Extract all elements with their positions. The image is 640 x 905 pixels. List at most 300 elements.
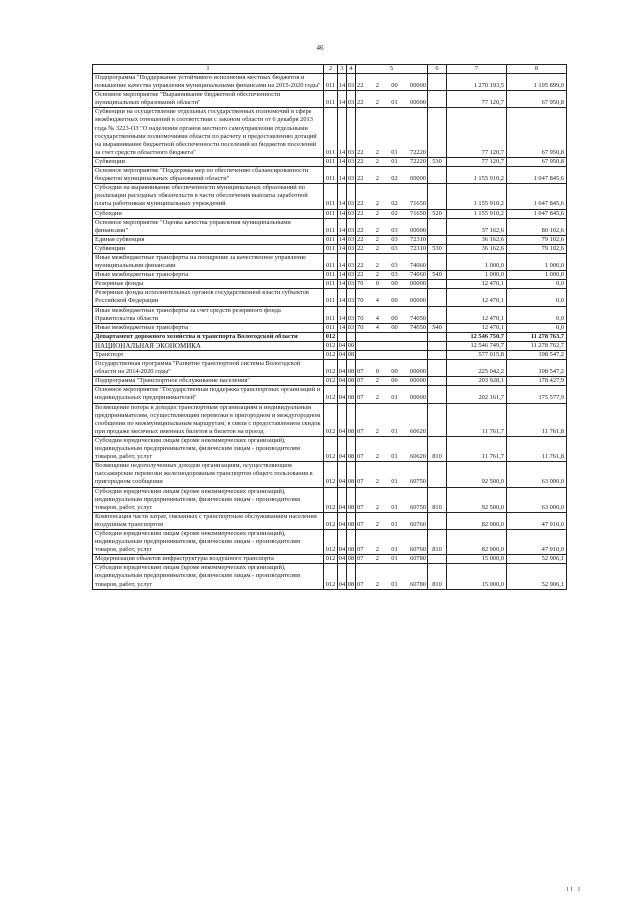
target-article-part: 07	[357, 555, 364, 563]
row-subsection: 08	[347, 564, 356, 589]
row-grbs: 011	[324, 184, 338, 209]
row-section: 04	[338, 512, 347, 529]
target-article-part: 2	[375, 148, 379, 156]
target-article-part: 01	[391, 546, 398, 554]
row-section: 14	[338, 108, 347, 158]
column-header: 4	[347, 65, 356, 74]
table-row	[93, 564, 567, 589]
row-amount-year1: 225 042,2	[447, 360, 507, 377]
target-article-part: 70	[357, 297, 364, 305]
row-target-article	[356, 351, 428, 360]
target-article-part: 22	[357, 82, 364, 90]
row-target-article	[356, 332, 428, 341]
row-amount-year2: 67 950,8	[507, 157, 567, 166]
row-grbs: 011	[324, 306, 338, 323]
target-article-part: 00000	[410, 280, 426, 288]
table-row	[93, 332, 567, 341]
row-amount-year2: 11 761,8	[507, 436, 567, 461]
row-name: Государственная программа "Развитие транспортной системы Вологодской области на 2014-2020 годы"	[93, 360, 324, 377]
row-amount-year2: 11 278 762,7	[507, 341, 567, 350]
row-amount-year2: 67 950,8	[507, 91, 567, 108]
target-article-part: 70	[357, 280, 364, 288]
row-amount-year1: 577 015,8	[447, 351, 507, 360]
row-section: 14	[338, 167, 347, 184]
target-article-part: 60620	[410, 427, 426, 435]
row-name: Основное мероприятие "Оценка качества управления муниципальными финансами"	[93, 218, 324, 235]
row-section: 04	[338, 386, 347, 403]
row-subsection: 03	[347, 289, 356, 306]
row-amount-year2: 79 102,6	[507, 235, 567, 244]
target-article-part: 07	[357, 377, 364, 385]
target-article-part: 07	[357, 520, 364, 528]
target-article-part: 22	[357, 226, 364, 234]
target-article-code	[357, 227, 426, 235]
target-article-part: 01	[391, 555, 398, 563]
row-amount-year1: 12 546 749,7	[447, 341, 507, 350]
row-name: Иные межбюджетные трансферты	[93, 323, 324, 332]
row-target-article	[356, 280, 428, 289]
row-amount-year2: 1 047 845,6	[507, 184, 567, 209]
table-row	[93, 323, 567, 332]
row-grbs: 012	[324, 564, 338, 589]
row-name: Возмещение потерь в доходах транспортным организациям и индивидуальным предпринимателям, осуществляющим перевозки в пригородном и междугородном сообщении по межмуниципальным маршрутам, в связи с предоставлением скидок при продаже месячных именных билетов и билетов на проезд	[93, 403, 324, 436]
row-target-article	[356, 512, 428, 529]
row-section: 04	[338, 377, 346, 385]
row-subsection: 08	[347, 377, 355, 385]
row-section: 14	[338, 218, 347, 235]
table-row	[93, 512, 567, 529]
target-article-part: 01	[391, 427, 398, 435]
row-subsection: 08	[347, 487, 356, 512]
row-name: Субсидии	[93, 209, 324, 218]
row-section: 04	[338, 360, 347, 377]
column-header: 7	[447, 65, 507, 74]
row-name: Субсидии юридическим лицам (кроме некоммерческих организаций), индивидуальным предпринимателям, физическим лицам - производителям товаров, работ, услуг	[93, 487, 324, 512]
row-name: Модернизация объектов инфраструктуры воздушного транспорта	[93, 555, 324, 564]
row-expense-type: 810	[428, 487, 447, 512]
target-article-part: 2	[375, 209, 379, 217]
target-article-part: 2	[375, 262, 379, 270]
row-expense-type	[428, 184, 447, 209]
target-article-part: 2	[375, 175, 379, 183]
row-amount-year2: 1 047 845,6	[507, 209, 567, 218]
table-row	[93, 306, 567, 323]
target-article-part: 00	[391, 377, 398, 385]
column-header: 6	[428, 65, 447, 74]
table-row	[93, 351, 567, 360]
row-section: 14	[338, 157, 346, 165]
row-amount-year1: 36 162,6	[447, 244, 507, 253]
target-article-part: 02	[391, 175, 398, 183]
row-amount-year1: 37 162,6	[447, 218, 507, 235]
row-subsection: 03	[347, 323, 355, 331]
target-article-part: 4	[375, 323, 379, 331]
row-section: 04	[338, 351, 346, 358]
row-amount-year2: 1 047 845,6	[507, 167, 567, 184]
target-article-part: 74060	[410, 271, 426, 279]
target-article-part: 07	[357, 453, 364, 461]
target-article-part: 71650	[410, 200, 426, 208]
row-subsection: 08	[347, 436, 356, 461]
row-section: 14	[338, 289, 347, 306]
row-expense-type	[428, 218, 447, 235]
target-article-part: 74050	[410, 323, 426, 331]
row-amount-year2: 1 195 899,0	[507, 74, 567, 91]
target-article-part: 00000	[410, 377, 426, 385]
row-target-article	[356, 209, 428, 218]
target-article-part: 22	[357, 175, 364, 183]
row-subsection: 00	[347, 341, 355, 349]
target-article-part: 22	[357, 235, 364, 243]
row-name: Основное мероприятие "Поддержка мер по обеспечению сбалансированности бюджетов муниципальных образований области"	[93, 167, 324, 184]
target-article-part: 60620	[410, 453, 426, 461]
row-target-article	[356, 157, 428, 166]
row-name: Субсидии на выравнивание обеспеченности муниципальных образований по реализации расходных обязательств в части обеспечения выплаты заработной платы работникам муниципальных учреждений	[93, 184, 324, 209]
row-grbs: 011	[324, 280, 338, 289]
column-header: 2	[324, 65, 338, 74]
row-expense-type	[428, 306, 447, 323]
row-subsection: 08	[347, 529, 356, 554]
target-article-part: 00000	[410, 226, 426, 234]
column-header: 5	[356, 65, 428, 74]
target-article-part: 0	[375, 368, 379, 376]
target-article-part: 22	[357, 244, 364, 252]
row-name: Подпрограмма "Транспортное обслуживание населения"	[93, 377, 324, 386]
target-article-part: 60750	[410, 503, 426, 511]
row-grbs: 012	[324, 436, 338, 461]
row-amount-year1: 12 470,1	[447, 280, 507, 289]
table-row	[93, 403, 567, 436]
row-name: Возмещение недополученных доходов организациям, осуществляющим пассажирские перевозки железнодорожным транспортом общего пользования в пригородном сообщении	[93, 462, 324, 487]
target-article-code	[357, 262, 426, 270]
row-grbs: 012	[324, 386, 338, 403]
target-article-part: 2	[375, 555, 379, 563]
target-article-part: 2	[375, 580, 379, 588]
row-grbs: 011	[324, 253, 338, 270]
target-article-code	[357, 324, 426, 332]
row-section: 14	[338, 271, 346, 279]
row-amount-year2: 0,0	[507, 323, 567, 332]
row-amount-year2: 1 000,0	[507, 253, 567, 270]
target-article-part: 0	[375, 280, 379, 288]
row-expense-type	[428, 377, 447, 386]
target-article-part: 74060	[410, 262, 426, 270]
table-row	[93, 487, 567, 512]
table-row	[93, 167, 567, 184]
row-target-article	[356, 184, 428, 209]
row-subsection: 03	[347, 218, 356, 235]
row-amount-year2: 198 547,2	[507, 351, 567, 360]
row-grbs: 012	[324, 360, 338, 377]
target-article-part: 01	[391, 520, 398, 528]
target-article-part: 00000	[410, 368, 426, 376]
row-amount-year1: 92 500,0	[447, 487, 507, 512]
row-section: 14	[338, 280, 346, 288]
target-article-part: 72220	[410, 157, 426, 165]
row-amount-year2: 67 950,8	[507, 108, 567, 158]
row-amount-year2: 63 000,0	[507, 487, 567, 512]
table-row	[93, 91, 567, 108]
target-article-part: 01	[391, 99, 398, 107]
row-amount-year2: 0,0	[507, 280, 567, 289]
target-article-part: 2	[375, 157, 379, 165]
target-article-code	[357, 175, 426, 183]
target-article-code	[357, 555, 426, 563]
target-article-part: 07	[357, 503, 364, 511]
row-target-article	[356, 403, 428, 436]
target-article-part: 02	[391, 209, 398, 217]
row-expense-type: 520	[428, 209, 447, 218]
row-target-article	[356, 564, 428, 589]
row-grbs: 012	[324, 351, 338, 360]
row-section: 14	[338, 323, 346, 331]
row-amount-year1: 12 470,1	[447, 289, 507, 306]
row-name: Единая субвенция	[93, 235, 324, 244]
target-article-part: 00000	[410, 175, 426, 183]
target-article-part: 00000	[410, 82, 426, 90]
target-article-part: 22	[357, 262, 364, 270]
table-row	[93, 280, 567, 289]
row-target-article	[356, 341, 428, 350]
target-article-part: 2	[375, 453, 379, 461]
row-target-article	[356, 529, 428, 554]
row-grbs: 012	[324, 332, 338, 341]
row-target-article	[356, 462, 428, 487]
row-target-article	[356, 271, 428, 280]
target-article-code	[357, 546, 426, 554]
target-article-part: 22	[357, 271, 364, 279]
row-expense-type	[428, 280, 447, 289]
row-name: Субвенции	[93, 157, 324, 166]
row-section: 04	[338, 462, 347, 487]
target-article-part: 60760	[410, 546, 426, 554]
target-article-part: 60750	[410, 478, 426, 486]
target-article-part: 4	[375, 314, 379, 322]
target-article-code	[357, 271, 426, 279]
target-article-part: 2	[375, 235, 379, 243]
target-article-part: 2	[375, 394, 379, 402]
row-subsection: 03	[347, 271, 355, 279]
target-article-code	[357, 478, 426, 486]
target-article-part: 70	[357, 323, 364, 331]
row-name: Основное мероприятие "Государственная поддержка транспортных организаций и индивидуальных предпринимателей"	[93, 386, 324, 403]
target-article-part: 2	[375, 546, 379, 554]
target-article-part: 2	[375, 244, 379, 252]
row-subsection: 08	[347, 512, 356, 529]
row-section: 14	[338, 306, 347, 323]
target-article-part: 22	[357, 99, 364, 107]
row-amount-year2: 11 761,8	[507, 403, 567, 436]
row-expense-type	[428, 386, 447, 403]
row-expense-type	[428, 332, 447, 341]
row-subsection: 03	[347, 74, 356, 91]
target-article-part: 2	[375, 271, 379, 279]
table-row	[93, 436, 567, 461]
row-section: 14	[338, 253, 347, 270]
row-subsection: 08	[347, 555, 355, 563]
target-article-part: 01	[391, 148, 398, 156]
row-name: Субсидии юридическим лицам (кроме некоммерческих организаций), индивидуальным предпринимателям, физическим лицам - производителям товаров, работ, услуг	[93, 529, 324, 554]
row-section: 14	[338, 209, 346, 217]
row-grbs: 011	[324, 74, 338, 91]
target-article-part: 00	[391, 314, 398, 322]
target-article-part: 72310	[410, 235, 426, 243]
row-section: 04	[338, 341, 346, 349]
target-article-part: 01	[391, 478, 398, 486]
page-number: 46	[316, 44, 324, 52]
row-grbs: 012	[324, 555, 338, 564]
row-amount-year1: 1 155 910,2	[447, 209, 507, 218]
row-subsection: 03	[347, 209, 355, 217]
row-name: Иные межбюджетные трансферты за счет средств резервного фонда Правительства области	[93, 306, 324, 323]
target-article-part: 60780	[410, 580, 426, 588]
target-article-part: 2	[375, 226, 379, 234]
footer-mark: II I	[566, 887, 582, 893]
row-expense-type	[428, 341, 447, 350]
row-expense-type: 810	[428, 564, 447, 589]
row-grbs: 012	[324, 403, 338, 436]
table-row	[93, 289, 567, 306]
row-expense-type: 810	[428, 436, 447, 461]
row-name: Подпрограмма "Поддержание устойчивого исполнения местных бюджетов и повышение качества управления муниципальными финансами на 2015-2020 годы"	[93, 74, 324, 91]
row-target-article	[356, 377, 428, 386]
row-amount-year1: 77 120,7	[447, 157, 507, 166]
row-section: 14	[338, 244, 346, 252]
row-target-article	[356, 244, 428, 253]
target-article-code	[357, 521, 426, 529]
row-subsection: 03	[347, 167, 356, 184]
row-grbs: 011	[324, 289, 338, 306]
table-row	[93, 235, 567, 244]
target-article-code	[357, 394, 426, 402]
target-article-part: 22	[357, 157, 364, 165]
target-article-part: 01	[391, 503, 398, 511]
row-section: 14	[338, 235, 346, 243]
row-amount-year2: 79 102,6	[507, 244, 567, 253]
row-amount-year1: 202 161,7	[447, 386, 507, 403]
row-target-article	[356, 167, 428, 184]
row-name: Департамент дорожного хозяйства и транспорта Вологодской области	[93, 332, 324, 341]
table-row	[93, 377, 567, 386]
target-article-code	[357, 149, 426, 157]
row-target-article	[356, 306, 428, 323]
target-article-code	[357, 581, 426, 589]
target-article-part: 01	[391, 453, 398, 461]
row-name: НАЦИОНАЛЬНАЯ ЭКОНОМИКА	[93, 341, 324, 350]
row-section: 14	[338, 91, 347, 108]
table-row	[93, 341, 567, 350]
row-subsection: 03	[347, 235, 355, 243]
row-subsection: 08	[347, 403, 356, 436]
row-name: Транспорт	[93, 351, 324, 360]
row-name: Основное мероприятие "Выравнивание бюджетной обеспеченности муниципальных образований области"	[93, 91, 324, 108]
row-amount-year1: 11 761,7	[447, 403, 507, 436]
target-article-part: 2	[375, 427, 379, 435]
row-expense-type	[428, 91, 447, 108]
target-article-part: 03	[391, 271, 398, 279]
row-grbs: 012	[324, 529, 338, 554]
row-grbs: 011	[324, 167, 338, 184]
row-grbs: 011	[324, 271, 338, 280]
target-article-part: 01	[391, 394, 398, 402]
row-amount-year1: 203 928,1	[447, 377, 507, 386]
row-section: 14	[338, 74, 347, 91]
target-article-part: 2	[375, 478, 379, 486]
row-target-article	[356, 108, 428, 158]
target-article-part: 2	[375, 377, 379, 385]
target-article-part: 02	[391, 200, 398, 208]
row-target-article	[356, 235, 428, 244]
table-row	[93, 462, 567, 487]
row-amount-year2: 178 427,9	[507, 377, 567, 386]
table-row	[93, 271, 567, 280]
row-section: 04	[338, 564, 347, 589]
row-expense-type	[428, 74, 447, 91]
row-subsection: 08	[347, 351, 355, 358]
row-amount-year1: 82 900,0	[447, 529, 507, 554]
row-section: 04	[338, 555, 346, 563]
column-header: 8	[507, 65, 567, 74]
row-expense-type	[428, 108, 447, 158]
target-article-code	[357, 504, 426, 512]
row-grbs: 011	[324, 108, 338, 158]
row-target-article	[356, 253, 428, 270]
row-subsection	[347, 332, 356, 341]
table-row	[93, 108, 567, 158]
target-article-part: 72310	[410, 244, 426, 252]
column-header: 1	[93, 65, 324, 74]
target-article-code	[357, 82, 426, 90]
target-article-part: 03	[391, 262, 398, 270]
row-grbs: 012	[324, 462, 338, 487]
row-name: Резервные фонды	[93, 280, 324, 289]
target-article-code	[357, 245, 426, 253]
target-article-part: 07	[357, 394, 364, 402]
row-subsection: 08	[347, 360, 356, 377]
row-amount-year1: 12 470,1	[447, 323, 507, 332]
target-article-part: 00	[391, 323, 398, 331]
row-amount-year1: 12 470,1	[447, 306, 507, 323]
row-expense-type	[428, 462, 447, 487]
row-amount-year1: 92 500,0	[447, 462, 507, 487]
target-article-code	[357, 236, 426, 244]
target-article-code	[357, 297, 426, 305]
target-article-code	[357, 315, 426, 323]
target-article-part: 00	[391, 368, 398, 376]
row-amount-year1: 77 120,7	[447, 108, 507, 158]
row-name: Субсидии юридическим лицам (кроме некоммерческих организаций), индивидуальным предпринимателям, физическим лицам - производителям товаров, работ, услуг	[93, 564, 324, 589]
row-amount-year1: 12 546 750,7	[447, 332, 507, 341]
row-name: Резервные фонды исполнительных органов государственной власти субъектов Российской Федерации	[93, 289, 324, 306]
target-article-code	[357, 158, 426, 166]
target-article-part: 00000	[410, 297, 426, 305]
row-target-article	[356, 91, 428, 108]
row-target-article	[356, 218, 428, 235]
row-target-article	[356, 74, 428, 91]
row-amount-year2: 11 278 763,7	[507, 332, 567, 341]
row-target-article	[356, 555, 428, 564]
table-row	[93, 360, 567, 377]
row-amount-year1: 11 761,7	[447, 436, 507, 461]
target-article-part: 07	[357, 478, 364, 486]
row-amount-year2: 0,0	[507, 306, 567, 323]
target-article-code	[357, 210, 426, 218]
row-subsection: 03	[347, 280, 355, 288]
target-article-code	[357, 368, 426, 376]
row-section: 04	[338, 487, 347, 512]
row-name: Иные межбюджетные трансферты	[93, 271, 324, 280]
row-expense-type: 540	[428, 271, 447, 280]
